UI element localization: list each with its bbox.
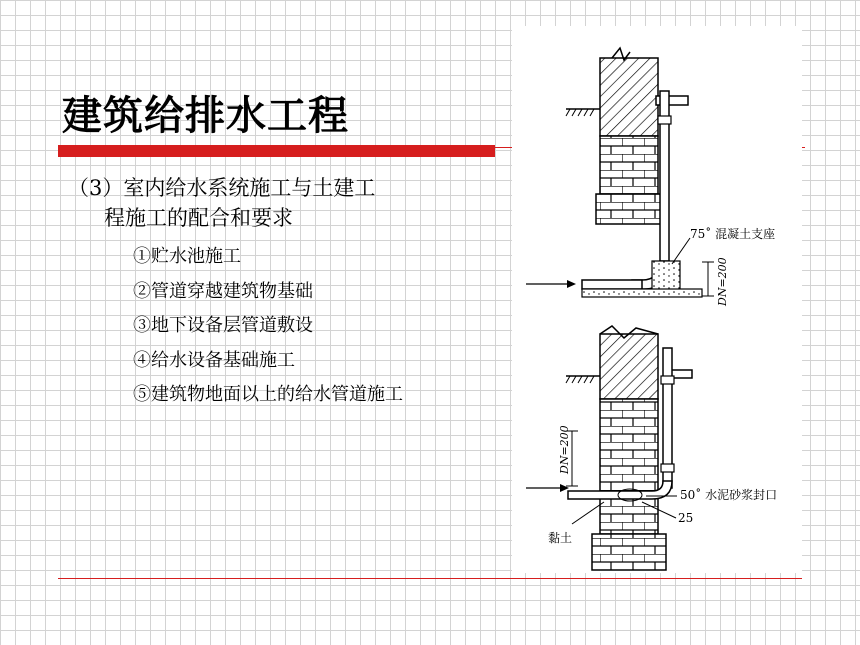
title-accent-bar bbox=[58, 145, 495, 157]
sub-point-item: ①贮水池施工 bbox=[133, 246, 241, 267]
top-support-label: 75˚ 混凝土支座 bbox=[690, 227, 776, 241]
top-dn-label: DN=200 bbox=[716, 257, 729, 306]
main-point-line1: （3）室内给水系统施工与土建工 bbox=[68, 176, 376, 200]
sub-point-list bbox=[133, 240, 403, 413]
page-title: 建筑给排水工程 bbox=[62, 93, 349, 139]
pipe-wall-diagram bbox=[512, 26, 802, 573]
bottom-divider-line bbox=[58, 578, 802, 579]
sub-point-item: ⑤建筑物地面以上的给水管道施工 bbox=[133, 384, 403, 405]
bottom-num-label: 25 bbox=[678, 511, 694, 525]
main-point bbox=[68, 173, 488, 233]
sub-point-item: ③地下设备层管道敷设 bbox=[133, 315, 313, 336]
top-detail bbox=[526, 48, 775, 307]
bottom-dn-label: DN=200 bbox=[558, 425, 571, 474]
main-point-line2: 程施工的配合和要求 bbox=[104, 206, 293, 230]
bottom-seal-label: 50˚ 水泥砂浆封口 bbox=[680, 488, 778, 502]
bottom-detail bbox=[526, 326, 777, 570]
sub-point-item: ④给水设备基础施工 bbox=[133, 349, 295, 371]
sub-point-item: ②管道穿越建筑物基础 bbox=[133, 280, 313, 302]
clay-label: 黏土 bbox=[548, 531, 573, 545]
